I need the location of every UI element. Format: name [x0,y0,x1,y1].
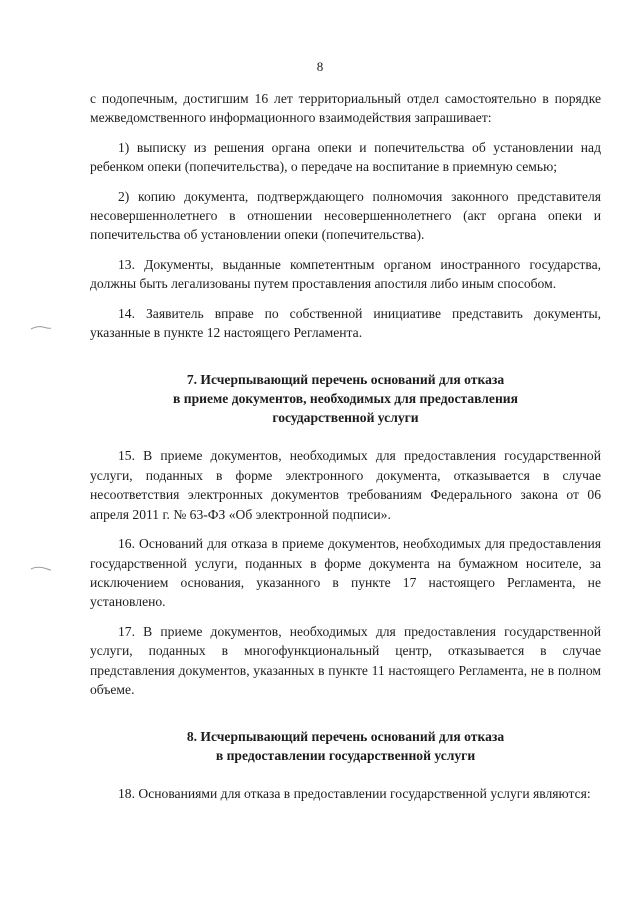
paragraph-18: 18. Основаниями для отказа в предоставлении государственной услуги являются: [118,786,591,802]
paragraph-14: 14. Заявитель вправе по собственной инициативе представить документы, указанные в пункте 12 настоящего Регламента. [90,305,601,341]
paragraph-item-2: 2) копию документа, подтверждающего полномочия законного представителя несовершеннолетнего в отношении несовершеннолетнего (акт органа опеки и попечительства об установлении опеки (попечительства). [90,188,601,243]
heading-line: 8. Исчерпывающий перечень оснований для отказа [186,729,505,745]
paragraph-17: 17. В приеме документов, необходимых для предоставления государственной услуги, поданных в многофункциональный центр, отказывается в случае представления документов, указанных в пункте 11 настоящего Регламента, не в полном объеме. [90,623,601,697]
paragraph-13: 13. Документы, выданные компетентным органом иностранного государства, должны быть легализованы путем проставления апостиля либо иным способом. [90,256,601,292]
heading-line: в предоставлении государственной услуги [215,748,476,764]
paragraph-15: 15. В приеме документов, необходимых для предоставления государственной услуги, поданных в форме электронного документа, отказывается в случае несоответствия электронных документов требованиям Федерального закона от 06 апреля 2011 г. № 63-ФЗ «Об электронной подписи». [90,448,601,522]
page-number: 8 [316,59,324,74]
scan-mark [30,566,52,572]
paragraph-item-1: 1) выписку из решения органа опеки и попечительства об установлении над ребенком опеки (попечительства), о передаче на воспитание в приемную семью; [90,139,601,175]
heading-line: государственной услуги [272,410,419,426]
section-heading-8 [90,727,601,765]
paragraph-16: 16. Оснований для отказа в приеме документов, необходимых для предоставления государственной услуги, поданных в форме документа на бумажном носителе, за исключением основания, указанного в пункте 17 настоящего Регламента, не установлено. [90,536,601,610]
document-body [90,89,601,804]
scan-mark [30,325,52,331]
heading-line: 7. Исчерпывающий перечень оснований для отказа [186,372,505,388]
heading-line: в приеме документов, необходимых для предоставления [173,391,518,407]
paragraph-intro: с подопечным, достигшим 16 лет территориальный отдел самостоятельно в порядке межведомственного информационного взаимодействия запрашивает: [90,91,601,126]
section-heading-7 [90,370,601,427]
